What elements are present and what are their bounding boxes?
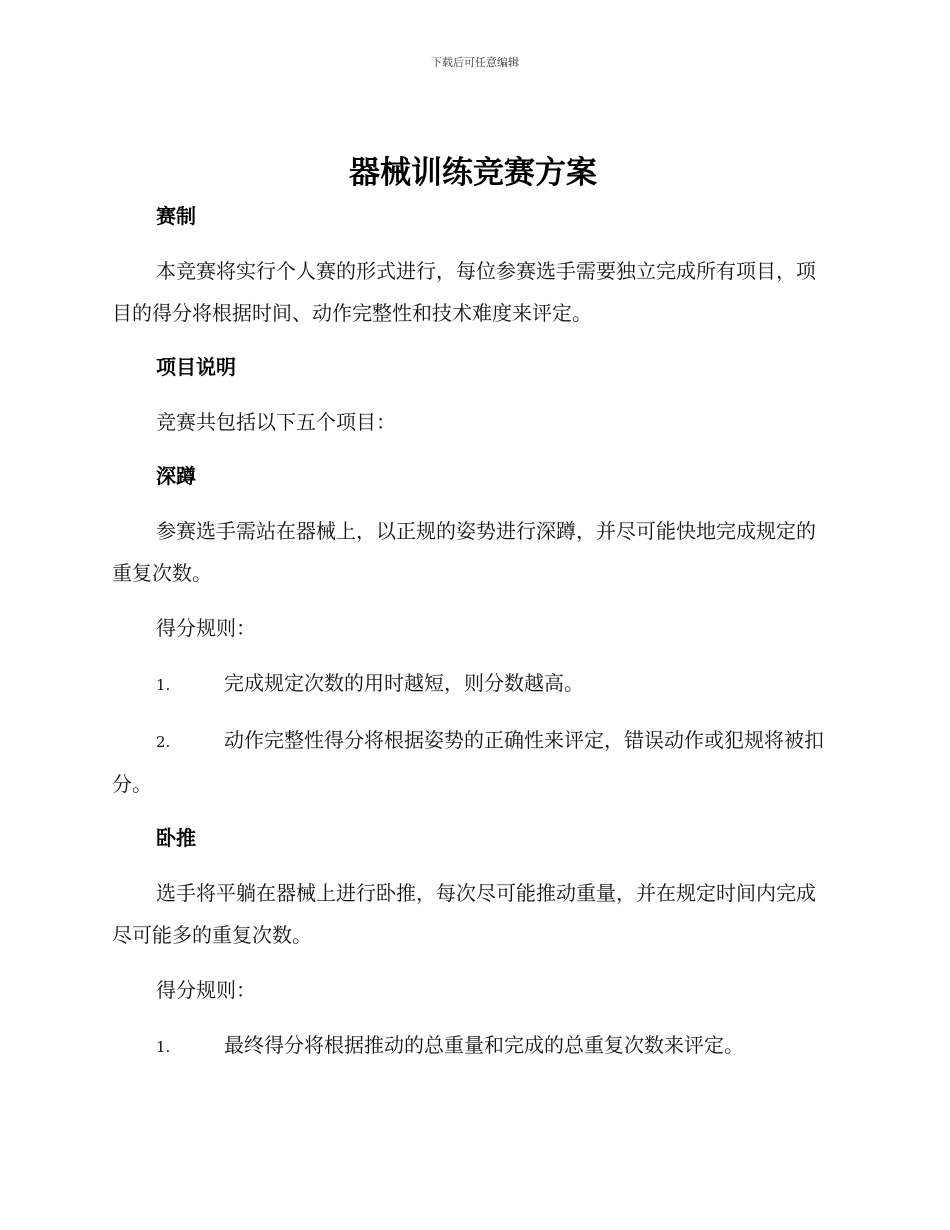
header-note: 下载后可任意编辑 [431, 56, 519, 69]
items-intro-paragraph: 竞赛共包括以下五个项目： [156, 410, 396, 434]
list-number: 2. [156, 733, 171, 751]
document-title: 器械训练竞赛方案 [349, 155, 597, 191]
list-number: 1. [156, 676, 171, 694]
list-item [112, 719, 834, 805]
section-heading-bench: 卧推 [156, 826, 196, 850]
section-heading-squat: 深蹲 [156, 464, 196, 488]
document-content [112, 148, 834, 1068]
squat-paragraph: 参赛选手需站在器械上，以正规的姿势进行深蹲，并尽可能快地完成规定的重复次数。 [112, 519, 816, 585]
list-text: 动作完整性得分将根据姿势的正确性来评定，错误动作或犯规将被扣分。 [112, 728, 824, 796]
list-text: 完成规定次数的用时越短，则分数越高。 [224, 671, 584, 695]
format-paragraph: 本竞赛将实行个人赛的形式进行，每位参赛选手需要独立完成所有项目，项目的得分将根据时间、动作完整性和技术难度来评定。 [112, 259, 816, 325]
list-item [112, 1024, 834, 1068]
squat-rules-label: 得分规则： [156, 616, 256, 640]
section-heading-items: 项目说明 [156, 355, 236, 379]
section-heading-format: 赛制 [156, 204, 196, 228]
list-item [112, 662, 834, 706]
bench-rules-label: 得分规则： [156, 978, 256, 1002]
list-number: 1. [156, 1038, 171, 1056]
list-text: 最终得分将根据推动的总重量和完成的总重复次数来评定。 [224, 1033, 744, 1057]
bench-paragraph: 选手将平躺在器械上进行卧推，每次尽可能推动重量，并在规定时间内完成尽可能多的重复次数。 [112, 881, 816, 947]
